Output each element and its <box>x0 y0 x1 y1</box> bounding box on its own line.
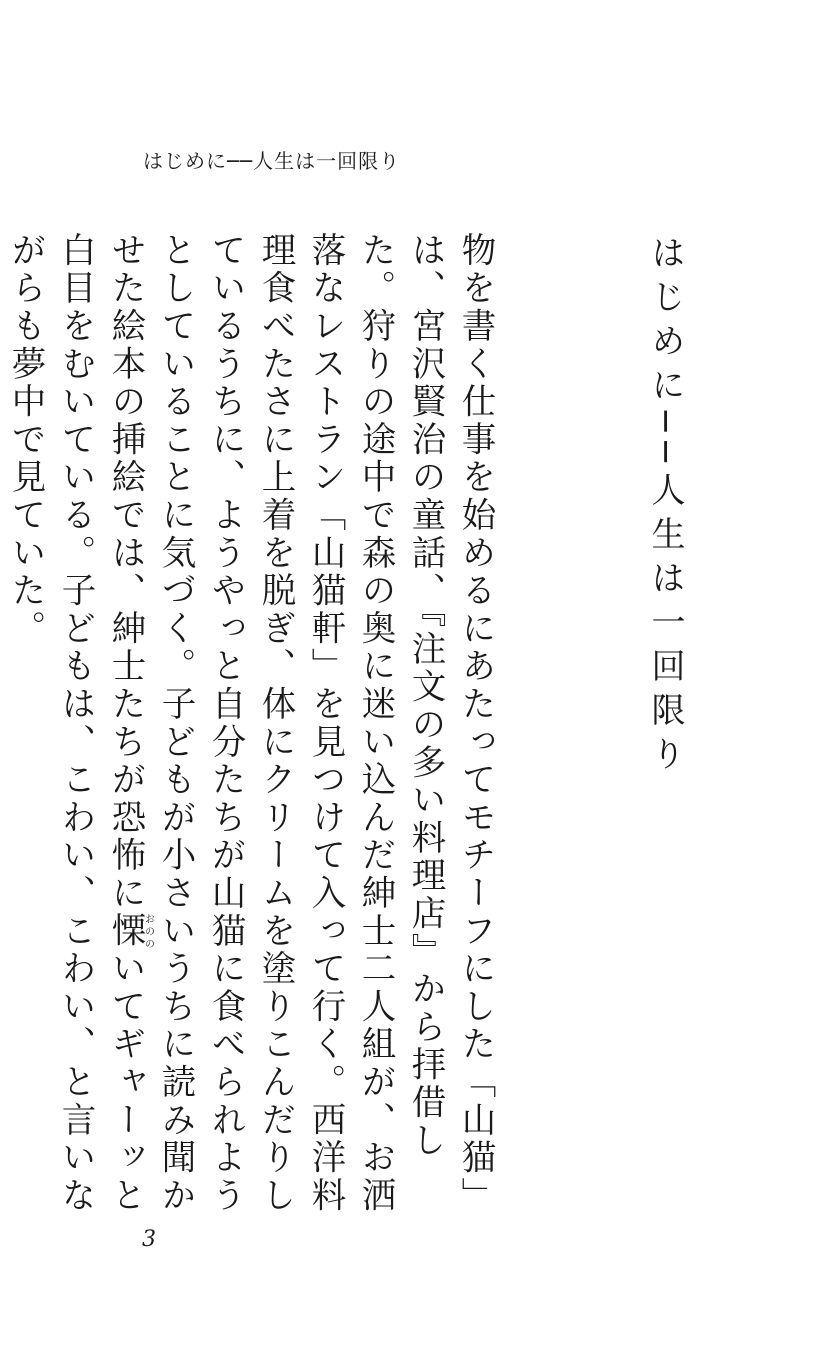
running-header: はじめに──人生は一回限り <box>143 149 401 173</box>
body-text <box>5 232 500 1222</box>
paragraph-1-part-2: いてギャーッと白目をむいている。子どもは、こわい、こわい、と言いながらも夢中で見ていた。 <box>5 232 145 1215</box>
chapter-title: はじめに──人生は一回限り <box>645 235 685 780</box>
paragraph-1-part-1: 物を書く仕事を始めるにあたってモチーフにした「山猫」は、宮沢賢治の童話、『注文の多い料理店』から拝借した。狩りの途中で森の奥に迷い込んだ紳士二人組が、お洒落なレストラン「山猫軒」を見つけて入って行く。西洋料理食べたさに上着を脱ぎ、体にクリームを塗りこんだりしているうちに、ようやっと自分たちが山猫に食べられようとしていることに気づく。子どもが小さいうちに読み聞かせた絵本の挿絵では、紳士たちが恐怖に <box>105 232 495 1215</box>
page-number: 3 <box>142 1227 156 1252</box>
ruby-word <box>105 912 154 951</box>
ruby-reading: おのの <box>142 912 154 951</box>
paragraph-1 <box>0 232 500 1222</box>
ruby-base: 慄 <box>105 912 145 951</box>
